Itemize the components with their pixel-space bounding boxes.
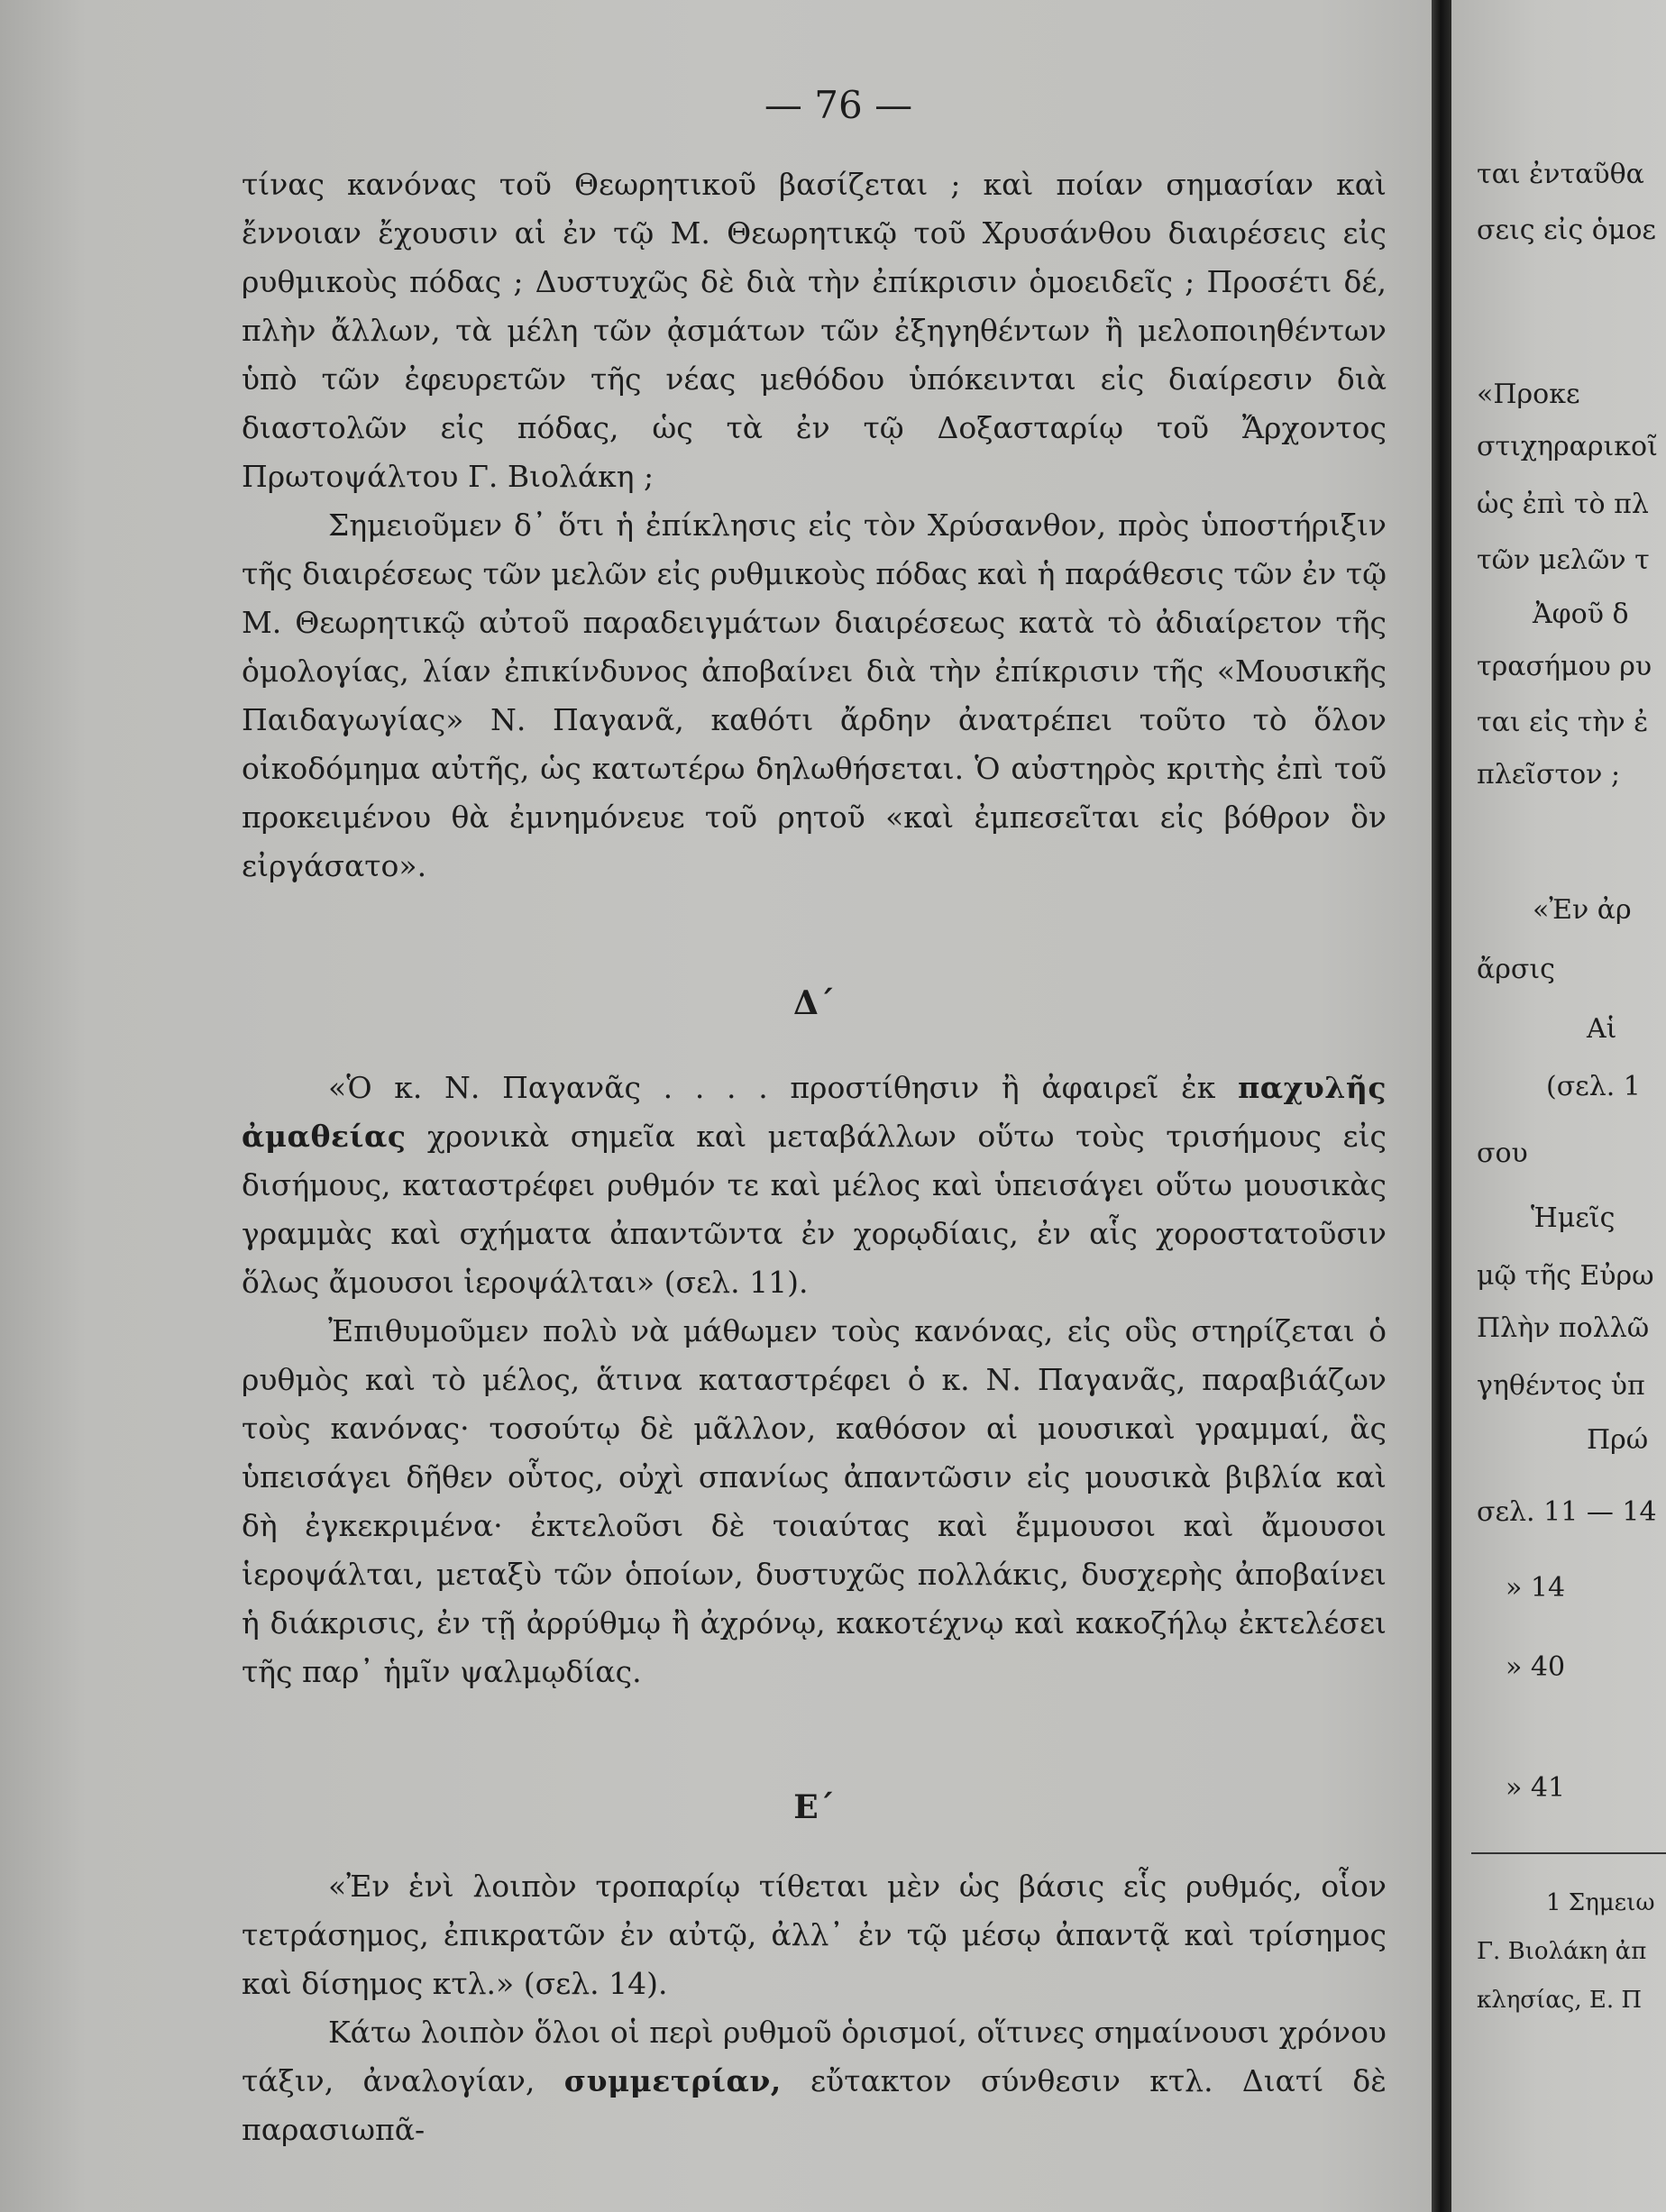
paragraph: τίνας κανόνας τοῦ Θεωρητικοῦ βασίζεται ; καὶ ποίαν σημασίαν καὶ ἔννοιαν ἔχουσιν αἱ ἐν τῷ Μ. Θεωρητικῷ τοῦ Χρυσάνθου διαιρέσεις εἰς ρυθμικοὺς πόδας ; Δυστυχῶς δὲ διὰ τὴν ἐπίκρισιν ὁμοειδεῖς ; Προσέτι δέ, πλὴν ἄλλων, τὰ μέλη τῶν ᾀσμάτων τῶν ἐξηγηθέντων ἢ μελοποιηθέντων ὑπὸ τῶν ἐφευρετῶν τῆς νέας μεθόδου ὑπόκεινται εἰς διαίρεσιν διὰ διαστολῶν εἰς πόδας, ὡς τὰ ἐν τῷ Δοξασταρίῳ τοῦ Ἄρχοντος Πρωτοψάλτου Γ. Βιολάκη ; <box>242 167 1387 494</box>
footnote-line: κλησίας, Ε. Π <box>1477 1987 1643 2014</box>
right-line: (σελ. 1 <box>1546 1071 1641 1102</box>
paragraph <box>242 1064 1387 1307</box>
right-line: γηθέντος ὑπ <box>1477 1370 1645 1402</box>
footnote-line: Γ. Βιολάκη ἀπ <box>1477 1938 1647 1965</box>
paragraph: Σημειοῦμεν δ᾽ ὅτι ἡ ἐπίκλησις εἰς τὸν Χρύσανθον, πρὸς ὑποστήριξιν τῆς διαιρέσεως τῶν μελῶν εἰς ρυθμικοὺς πόδας καὶ ἡ παράθεσις τῶν ἐν τῷ Μ. Θεωρητικῷ αὐτοῦ παραδειγμάτων διαιρέσεως κατὰ τὸ ἀδιαίρετον τῆς ὁμολογίας, λίαν ἐπικίνδυνος ἀποβαίνει διὰ τὴν ἐπίκρισιν τῆς «Μουσικῆς Παιδαγωγίας» Ν. Παγανᾶ, καθότι ἄρδην ἀνατρέπει τοῦτο τὸ ὅλον οἰκοδόμημα αὐτῆς, ὡς κατωτέρω δηλωθήσεται. Ὁ αὐστηρὸς κριτὴς ἐπὶ τοῦ προκειμένου θὰ ἐμνημόνευε τοῦ ρητοῦ «καὶ ἐμπεσεῖται εἰς βόθρον ὃν εἰργάσατο». <box>242 507 1387 883</box>
right-line: σου <box>1477 1138 1528 1169</box>
right-line: σεις εἰς ὁμοε <box>1477 215 1656 246</box>
right-line: «Ἐν ἀρ <box>1533 894 1632 926</box>
right-line: ἄρσις <box>1477 954 1555 985</box>
right-page <box>1451 0 1666 2212</box>
paragraph: Ἐπιθυμοῦμεν πολὺ νὰ μάθωμεν τοὺς κανόνας, εἰς οὓς στηρίζεται ὁ ρυθμὸς καὶ τὸ μέλος, ἅτινα καταστρέφει ὁ κ. Ν. Παγανᾶς, παραβιάζων τοὺς κανόνας· τοσούτῳ δὲ μᾶλλον, καθόσον αἱ μουσικαὶ γραμμαί, ἃς ὑπεισάγει δῆθεν οὗτος, οὐχὶ σπανίως ἀπαντῶσιν εἰς μουσικὰ βιβλία καὶ δὴ ἐγκεκριμένα· ἐκτελοῦσι δὲ τοιαύτας καὶ ἔμμουσοι καὶ ἄμουσοι ἱεροψάλται, μεταξὺ τῶν ὁποίων, δυστυχῶς πολλάκις, δυσχερὴς ἀποβαίνει ἡ διάκρισις, ἐν τῇ ἀρρύθμῳ ἢ ἀχρόνῳ, κακοτέχνῳ καὶ κακοζήλῳ ἐκτελέσει τῆς παρ᾽ ἡμῖν ψαλμῳδίας. <box>242 1313 1387 1689</box>
right-line: Ἡμεῖς <box>1531 1202 1616 1234</box>
right-line: » 14 <box>1506 1572 1566 1604</box>
right-line: ὡς ἐπὶ τὸ πλ <box>1477 489 1649 520</box>
body-text: εὔτακτον σύνθεσιν κτλ. Διατί δὲ παρασιωπᾶ- <box>242 2063 1387 2147</box>
right-line: τρασήμου ρυ <box>1477 651 1652 682</box>
page-number: — 76 — <box>764 83 913 127</box>
paragraph <box>242 2008 1387 2154</box>
right-line: » 40 <box>1506 1651 1566 1683</box>
right-line: «Προκε <box>1477 379 1580 410</box>
main-text <box>242 160 1387 2154</box>
bold-phrase: παχυλῆς ἀμαθείας <box>242 1070 1387 1154</box>
right-line: μῷ τῆς Εὐρω <box>1477 1260 1654 1292</box>
body-text: Κάτω λοιπὸν ὅλοι οἱ περὶ ρυθμοῦ ὁρισμοί, οἵτινες σημαίνουσι χρόνου τάξιν, ἀναλογίαν, <box>242 2015 1387 2098</box>
paragraph: «Ἐν ἑνὶ λοιπὸν τροπαρίῳ τίθεται μὲν ὡς βάσις εἷς ρυθμός, οἷον τετράσημος, ἐπικρατῶν ἐν αὐτῷ, ἀλλ᾽ ἐν τῷ μέσῳ ἀπαντᾷ καὶ τρίσημος καὶ δίσημος κτλ.» (σελ. 14). <box>242 1869 1387 2001</box>
quote-text: χρονικὰ σημεῖα καὶ μεταβάλλων οὕτω τοὺς τρισήμους εἰς δισήμους, καταστρέφει ρυθμόν τε καὶ μέλος καὶ ὑπεισάγει οὕτω μουσικὰς γραμμὰς καὶ σχήματα ἀπαντῶντα ἐν χορῳδίαις, ἐν αἷς χοροστατοῦσιν ὅλως ἄμουσοι ἱεροψάλται» (σελ. 11). <box>242 1119 1387 1300</box>
book-gutter <box>1432 0 1451 2212</box>
right-line: ται εἰς τὴν ἐ <box>1477 707 1649 738</box>
section-heading-e: Ε΄ <box>793 1788 835 1826</box>
footnote-line: 1 Σημειω <box>1546 1889 1655 1916</box>
quote-text: «Ὁ κ. Ν. Παγανᾶς . . . . προστίθησιν ἢ ἀφαιρεῖ ἐκ <box>328 1070 1216 1105</box>
right-line: » 41 <box>1506 1772 1566 1804</box>
right-line: σελ. 11 — 14 <box>1477 1496 1657 1528</box>
right-line: πλεῖστον ; <box>1477 759 1621 791</box>
right-line: ται ἐνταῦθα <box>1477 159 1644 190</box>
right-line: Πρώ <box>1587 1424 1649 1456</box>
section-heading-d: Δ΄ <box>793 984 835 1022</box>
right-line: Πλὴν πολλῶ <box>1477 1312 1650 1344</box>
right-line: Αἱ <box>1587 1013 1617 1045</box>
bold-phrase: συμμετρίαν, <box>563 2063 782 2098</box>
right-line: τῶν μελῶν τ <box>1477 544 1650 576</box>
footnote-rule <box>1471 1852 1666 1854</box>
right-line: Ἀφοῦ δ <box>1533 599 1629 630</box>
right-line: στιχηραρικοῖ <box>1477 431 1658 462</box>
